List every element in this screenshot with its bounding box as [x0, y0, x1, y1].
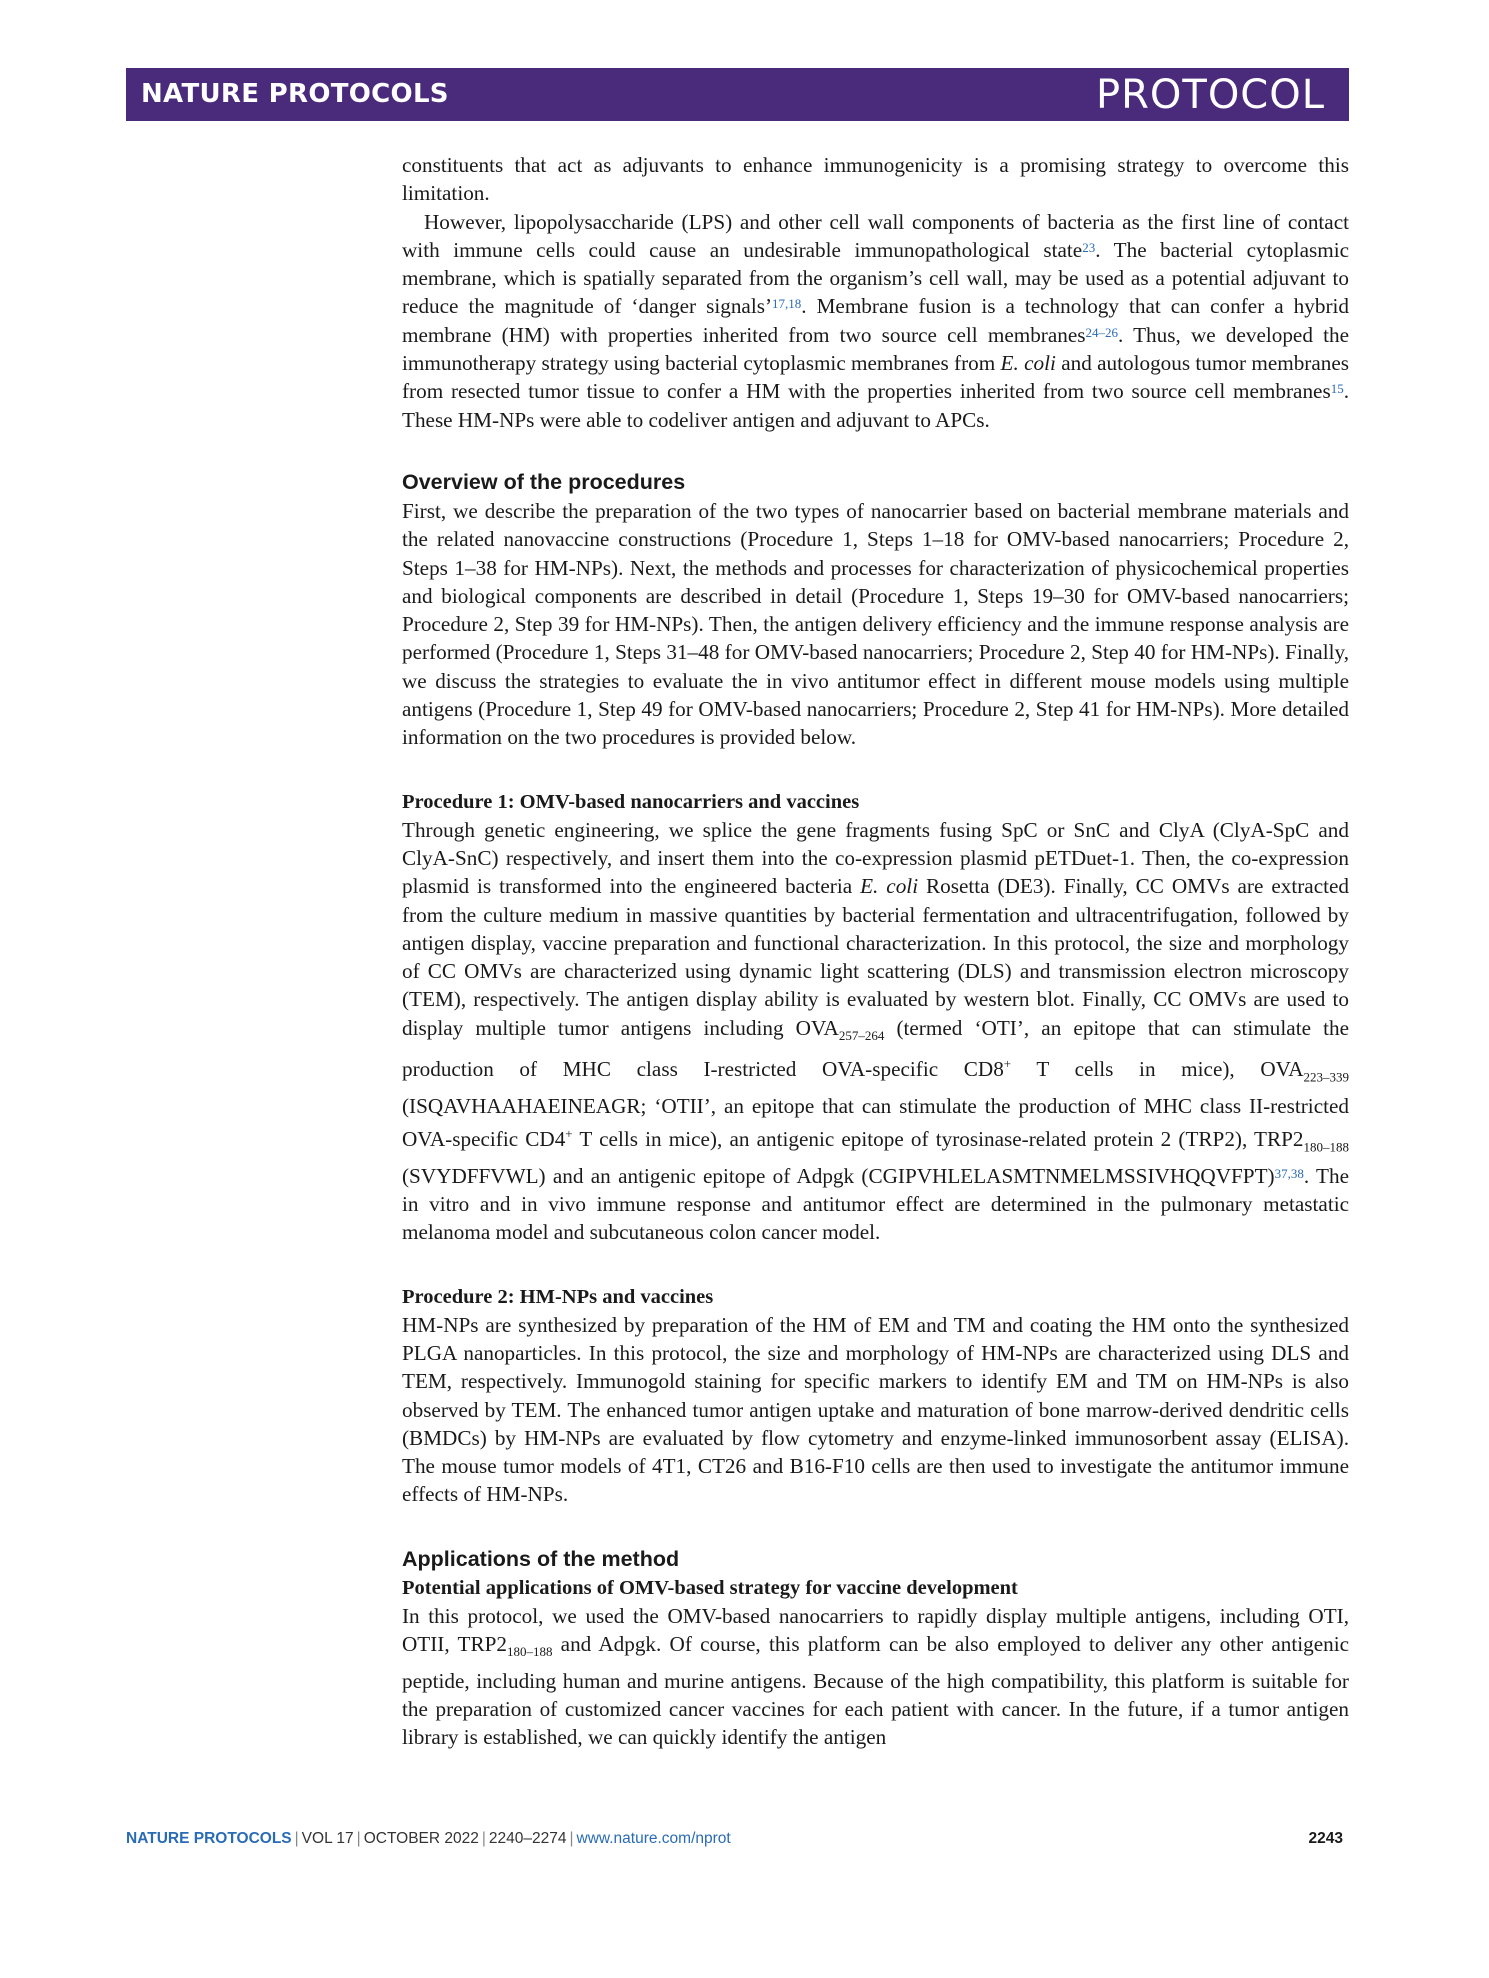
journal-name: NATURE PROTOCOLS [141, 79, 449, 109]
paragraph-membrane: However, lipopolysaccharide (LPS) and other cell wall components of bacteria as the first line of contact with immune cells could cause an undesirable immunopathological state$^{23}$. The bacterial cytoplasmic membrane, which is spatially separated from the organism’s cell wall, may be used as a potential adjuvant to reduce the magnitude of ‘danger signals’$^{17,18}$. Membrane fusion is a technology that can confer a hybrid membrane (HM) with properties inherited from two source cell membranes$^{24-26}$. Thus, we developed the immunotherapy strategy using bacterial cytoplasmic membranes from E. coli and autologous tumor membranes from resected tumor tissue to confer a HM with the properties inherited from two source cell membranes$^{15}$. These HM-NPs were able to codeliver antigen and adjuvant to APCs. [402, 209, 1349, 432]
page-number: 2243 [1308, 1830, 1343, 1847]
citation[interactable]: 37,38 [1274, 1165, 1304, 1181]
page-footer: NATURE PROTOCOLS | VOL 17 | OCTOBER 2022 | 2240–2274 | www.nature.com/nprot 2243 [126, 1830, 1343, 1847]
header-bar [126, 68, 1349, 121]
footer-pages: 2240–2274 [488, 1830, 567, 1847]
citation[interactable]: 15 [1330, 381, 1344, 397]
article-body [402, 151, 1349, 1751]
subsection-heading-procedure-2: Procedure 2: HM-NPs and vaccines [402, 1285, 714, 1308]
paragraph-overview: First, we describe the preparation of the two types of nanocarrier based on bacterial membrane materials and the related nanovaccine constructions (Procedure 1, Steps 1–18 for OMV-based nanocarriers; Procedure 2, Steps 1–38 for HM-NPs). Next, the methods and processes for characterization of physicochemical properties and biological components are described in detail (Procedure 1, Steps 19–30 for OMV-based nanocarriers; Procedure 2, Step 39 for HM-NPs). Then, the antigen delivery efficiency and the immune response analysis are performed (Procedure 1, Steps 31–48 for OMV-based nanocarriers; Procedure 2, Step 40 for HM-NPs). Finally, we discuss the strategies to evaluate the in vivo antitumor effect in different mouse models using multiple antigens (Procedure 1, Step 49 for OMV-based nanocarriers; Procedure 2, Step 41 for HM-NPs). More detailed information on the two procedures is provided below. [402, 498, 1349, 750]
paragraph-procedure-2: HM-NPs are synthesized by preparation of the HM of EM and TM and coating the HM onto the synthesized PLGA nanoparticles. In this protocol, the size and morphology of HM-NPs are characterized using DLS and TEM, respectively. Immunogold staining for specific markers to identify EM and TM on HM-NPs is also observed by TEM. The enhanced tumor antigen uptake and maturation of bone marrow-derived dendritic cells (BMDCs) by HM-NPs are evaluated by flow cytometry and enzyme-linked immunosorbent assay (ELISA). The mouse tumor models of 4T1, CT26 and B16-F10 cells are then used to investigate the antitumor immune effects of HM-NPs. [402, 1312, 1349, 1507]
citation[interactable]: 24–26 [1085, 324, 1119, 340]
citation[interactable]: 23 [1082, 239, 1096, 255]
section-heading-overview: Overview of the procedures [402, 469, 686, 494]
paragraph-procedure-1: Through genetic engineering, we splice the gene fragments fusing SpC or SnC and ClyA (ClyA-SpC and ClyA-SnC) respectively, and insert them into the co-expression plasmid pETDuet-1. Then, the co-expression plasmid is transformed into the engineered bacteria E. coli Rosetta (DE3). Finally, CC OMVs are extracted from the culture medium in massive quantities by bacterial fermentation and ultracentrifugation, followed by antigen display, vaccine preparation and functional characterization. In this protocol, the size and morphology of CC OMVs are characterized using dynamic light scattering (DLS) and transmission electron microscopy (TEM), respectively. The antigen display ability is evaluated by western blot. Finally, CC OMVs are used to display multiple tumor antigens including $OVA_{257-264}$ (termed ‘OTI’, an epitope that can stimulate the production of MHC class I-restricted OVA-specific CD8+ T cells in mice), $OVA_{223-339}$ (ISQAVHAAHAEINEAGR; ‘OTII’, an epitope that can stimulate the production of MHC class II-restricted OVA-specific CD4+ T cells in mice), an antigenic epitope of tyrosinase-related protein 2 (TRP2), $TRP2_{180-188}$ (SVYDFFVWL) and an antigenic epitope of Adpgk (CGIPVHLELASMTNMELMSSIVHQQVFPT)$^{37,38}$. The in vitro and in vivo immune response and antitumor effect are determined in the pulmonary metastatic melanoma model and subcutaneous colon cancer model. [402, 817, 1350, 1245]
subsection-heading-procedure-1: Procedure 1: OMV-based nanocarriers and vaccines [402, 790, 860, 813]
footer-url-link[interactable]: www.nature.com/nprot [576, 1830, 731, 1847]
section-heading-applications: Applications of the method [402, 1546, 680, 1571]
footer-volume: VOL 17 [301, 1830, 354, 1847]
paragraph-applications: In this protocol, we used the OMV-based nanocarriers to rapidly display multiple antigens, including OTI, OTII, $TRP2_{180-188}$ and Adpgk. Of course, this platform can be also employed to deliver any other antigenic peptide, including human and murine antigens. Because of the high compatibility, this platform is suitable for the preparation of customized cancer vaccines for each patient with cancer. In the future, if a tumor antigen library is established, we can quickly identify the antigen [402, 1603, 1349, 1750]
footer-journal: NATURE PROTOCOLS [126, 1830, 292, 1847]
paragraph-continued: constituents that act as adjuvants to enhance immunogenicity is a promising strategy to overcome this limitation. [402, 153, 1349, 206]
article-type: PROTOCOL [1095, 72, 1325, 118]
citation[interactable]: 17,18 [772, 296, 802, 312]
subsection-heading-omv-applications: Potential applications of OMV-based strategy for vaccine development [402, 1576, 1018, 1599]
footer-date: OCTOBER 2022 [363, 1830, 479, 1847]
